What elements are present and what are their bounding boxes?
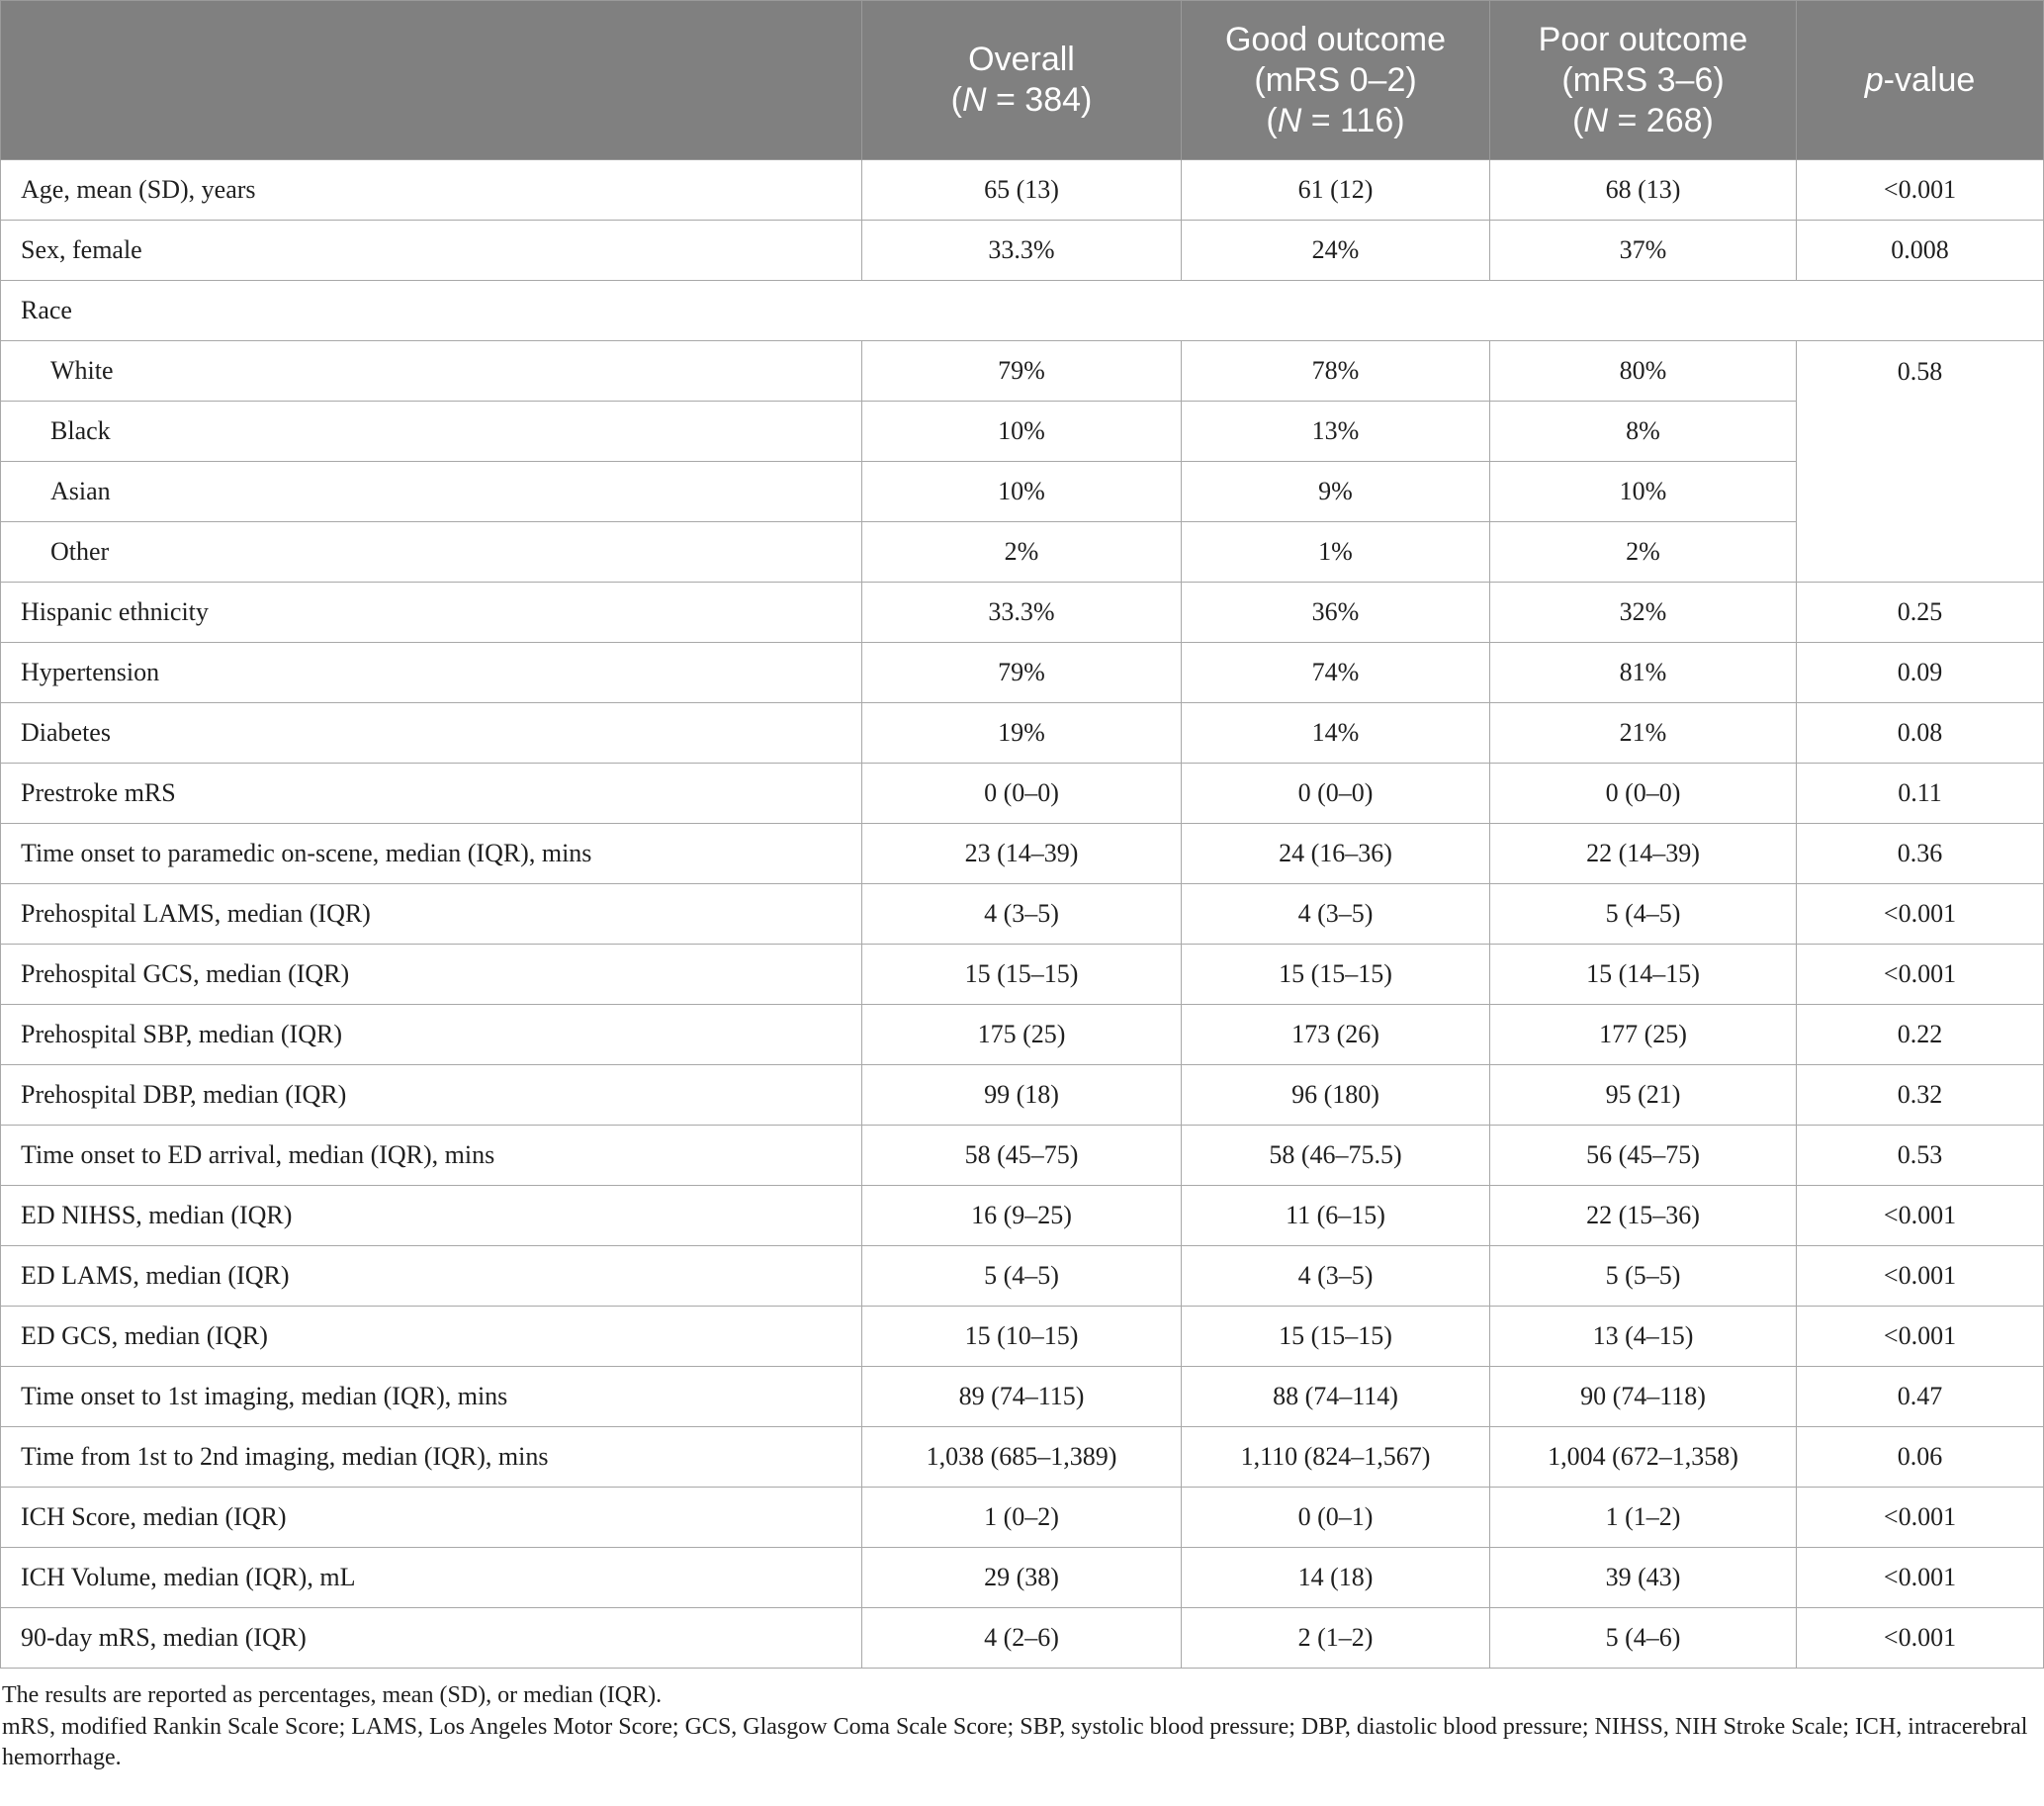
table-row-group-header [1,281,2044,341]
cell-overall: 175 (25) [862,1005,1182,1065]
cell-p-value: 0.06 [1797,1427,2044,1488]
cell-p-value: 0.53 [1797,1126,2044,1186]
table-row [1,1065,2044,1126]
header-overall-title: Overall [968,41,1075,78]
cell-good: 78% [1182,341,1490,402]
cell-good: 11 (6–15) [1182,1186,1490,1246]
table-row [1,1246,2044,1307]
table-row [1,1307,2044,1367]
cell-overall: 4 (2–6) [862,1608,1182,1669]
header-poor-n: (N = 268) [1572,101,1714,139]
cell-good: 74% [1182,643,1490,703]
row-label: Hypertension [1,643,862,703]
cell-overall: 2% [862,522,1182,583]
cell-p-value: 0.008 [1797,221,2044,281]
table-row [1,1005,2044,1065]
table-row [1,1367,2044,1427]
row-label: Prehospital SBP, median (IQR) [1,1005,862,1065]
cell-overall: 15 (15–15) [862,945,1182,1005]
table-row [1,462,2044,522]
cell-overall: 16 (9–25) [862,1186,1182,1246]
table-row [1,884,2044,945]
row-label: ED NIHSS, median (IQR) [1,1186,862,1246]
cell-poor: 39 (43) [1490,1548,1797,1608]
cell-overall: 79% [862,341,1182,402]
header-p-value-label: p-value [1864,60,1976,99]
header-overall-n: (N = 384) [950,81,1093,119]
table-row [1,1427,2044,1488]
row-label: ICH Volume, median (IQR), mL [1,1548,862,1608]
cell-p-value: <0.001 [1797,945,2044,1005]
row-label: Time onset to 1st imaging, median (IQR), mins [1,1367,862,1427]
table-row [1,1126,2044,1186]
table-row [1,1186,2044,1246]
cell-overall: 23 (14–39) [862,824,1182,884]
row-label: Prestroke mRS [1,764,862,824]
cell-overall: 19% [862,703,1182,764]
cell-p-value: 0.47 [1797,1367,2044,1427]
cell-poor: 15 (14–15) [1490,945,1797,1005]
table-row [1,583,2044,643]
cell-p-value: <0.001 [1797,884,2044,945]
cell-good: 173 (26) [1182,1005,1490,1065]
row-label: ED LAMS, median (IQR) [1,1246,862,1307]
cell-overall: 33.3% [862,221,1182,281]
cell-p-value: 0.09 [1797,643,2044,703]
cell-p-value: <0.001 [1797,160,2044,221]
cell-poor: 8% [1490,402,1797,462]
header-good-n: (N = 116) [1266,101,1405,139]
header-blank-cell [1,1,862,160]
header-poor-mrs: (mRS 3–6) [1561,60,1725,99]
cell-good: 36% [1182,583,1490,643]
row-label: Hispanic ethnicity [1,583,862,643]
row-label: Prehospital LAMS, median (IQR) [1,884,862,945]
cell-good: 2 (1–2) [1182,1608,1490,1669]
cell-p-value: <0.001 [1797,1488,2044,1548]
cell-overall: 33.3% [862,583,1182,643]
table-row [1,945,2044,1005]
cell-p-value: 0.11 [1797,764,2044,824]
cell-poor: 32% [1490,583,1797,643]
cell-overall: 10% [862,402,1182,462]
cell-good: 14% [1182,703,1490,764]
cell-overall: 4 (3–5) [862,884,1182,945]
cell-poor: 177 (25) [1490,1005,1797,1065]
table-row [1,221,2044,281]
cell-overall: 29 (38) [862,1548,1182,1608]
cell-poor: 22 (14–39) [1490,824,1797,884]
table-row [1,764,2044,824]
cell-good: 61 (12) [1182,160,1490,221]
cell-p-value: 0.22 [1797,1005,2044,1065]
cell-overall: 65 (13) [862,160,1182,221]
header-good-outcome [1182,1,1490,160]
header-row [1,1,2044,160]
cell-p-value-race: 0.58 [1797,341,2044,583]
cell-p-value: <0.001 [1797,1307,2044,1367]
table-row [1,1548,2044,1608]
cell-poor: 2% [1490,522,1797,583]
cell-poor: 22 (15–36) [1490,1186,1797,1246]
row-label: Time from 1st to 2nd imaging, median (IQR), mins [1,1427,862,1488]
cell-poor: 0 (0–0) [1490,764,1797,824]
cell-good: 0 (0–0) [1182,764,1490,824]
table-footnotes [0,1669,2041,1773]
footnote-reporting: The results are reported as percentages, mean (SD), or median (IQR). [2,1682,663,1708]
header-poor-title: Poor outcome [1538,20,1748,58]
cell-overall: 89 (74–115) [862,1367,1182,1427]
table-row [1,341,2044,402]
cell-poor: 81% [1490,643,1797,703]
cell-poor: 1 (1–2) [1490,1488,1797,1548]
cell-good: 24% [1182,221,1490,281]
cell-good: 1% [1182,522,1490,583]
cell-good: 0 (0–1) [1182,1488,1490,1548]
cell-p-value: <0.001 [1797,1548,2044,1608]
cell-poor: 5 (5–5) [1490,1246,1797,1307]
table-row [1,824,2044,884]
cell-poor: 10% [1490,462,1797,522]
cell-p-value: <0.001 [1797,1186,2044,1246]
row-label: Black [1,402,862,462]
cell-overall: 1,038 (685–1,389) [862,1427,1182,1488]
footnote-abbreviations: mRS, modified Rankin Scale Score; LAMS, Los Angeles Motor Score; GCS, Glasgow Coma Scale Score; SBP, systolic blood pressure; DBP, diastolic blood pressure; NIHSS, NIH Stroke Scale; ICH, intracerebral hemorrhage. [2,1714,2028,1770]
table-row [1,402,2044,462]
table-row [1,703,2044,764]
row-label: White [1,341,862,402]
row-label: Sex, female [1,221,862,281]
row-label: Age, mean (SD), years [1,160,862,221]
cell-good: 4 (3–5) [1182,1246,1490,1307]
cell-overall: 99 (18) [862,1065,1182,1126]
table-row [1,643,2044,703]
row-label: Prehospital GCS, median (IQR) [1,945,862,1005]
cell-p-value: 0.25 [1797,583,2044,643]
header-good-mrs: (mRS 0–2) [1254,60,1417,99]
cell-overall: 1 (0–2) [862,1488,1182,1548]
cell-overall: 15 (10–15) [862,1307,1182,1367]
table-row [1,522,2044,583]
header-poor-outcome [1490,1,1797,160]
cell-good: 15 (15–15) [1182,945,1490,1005]
cell-poor: 95 (21) [1490,1065,1797,1126]
cell-poor: 5 (4–5) [1490,884,1797,945]
header-p-value [1797,1,2044,160]
cell-good: 1,110 (824–1,567) [1182,1427,1490,1488]
cell-poor: 56 (45–75) [1490,1126,1797,1186]
header-good-title: Good outcome [1224,20,1447,58]
cell-good: 9% [1182,462,1490,522]
row-label: Asian [1,462,862,522]
table-row [1,1488,2044,1548]
row-label-race: Race [1,281,2044,341]
cell-good: 14 (18) [1182,1548,1490,1608]
cell-good: 88 (74–114) [1182,1367,1490,1427]
cell-poor: 90 (74–118) [1490,1367,1797,1427]
cell-overall: 5 (4–5) [862,1246,1182,1307]
header-overall [862,1,1182,160]
cell-poor: 37% [1490,221,1797,281]
cell-p-value: 0.36 [1797,824,2044,884]
table-row [1,1608,2044,1669]
row-label: Diabetes [1,703,862,764]
cell-poor: 1,004 (672–1,358) [1490,1427,1797,1488]
cell-p-value: <0.001 [1797,1246,2044,1307]
cell-overall: 79% [862,643,1182,703]
cell-overall: 0 (0–0) [862,764,1182,824]
cell-p-value: 0.32 [1797,1065,2044,1126]
row-label: ED GCS, median (IQR) [1,1307,862,1367]
cell-poor: 5 (4–6) [1490,1608,1797,1669]
row-label: Time onset to ED arrival, median (IQR), mins [1,1126,862,1186]
cell-overall: 58 (45–75) [862,1126,1182,1186]
cell-good: 58 (46–75.5) [1182,1126,1490,1186]
cell-good: 13% [1182,402,1490,462]
cell-poor: 21% [1490,703,1797,764]
table-body [1,160,2044,1669]
row-label: 90-day mRS, median (IQR) [1,1608,862,1669]
cell-good: 96 (180) [1182,1065,1490,1126]
cell-poor: 13 (4–15) [1490,1307,1797,1367]
cell-poor: 68 (13) [1490,160,1797,221]
row-label: Other [1,522,862,583]
cell-p-value: 0.08 [1797,703,2044,764]
cell-good: 4 (3–5) [1182,884,1490,945]
row-label: ICH Score, median (IQR) [1,1488,862,1548]
row-label: Time onset to paramedic on-scene, median (IQR), mins [1,824,862,884]
table-row [1,160,2044,221]
table-header [1,1,2044,160]
cell-overall: 10% [862,462,1182,522]
cell-p-value: <0.001 [1797,1608,2044,1669]
cell-good: 24 (16–36) [1182,824,1490,884]
row-label: Prehospital DBP, median (IQR) [1,1065,862,1126]
cell-good: 15 (15–15) [1182,1307,1490,1367]
cell-poor: 80% [1490,341,1797,402]
